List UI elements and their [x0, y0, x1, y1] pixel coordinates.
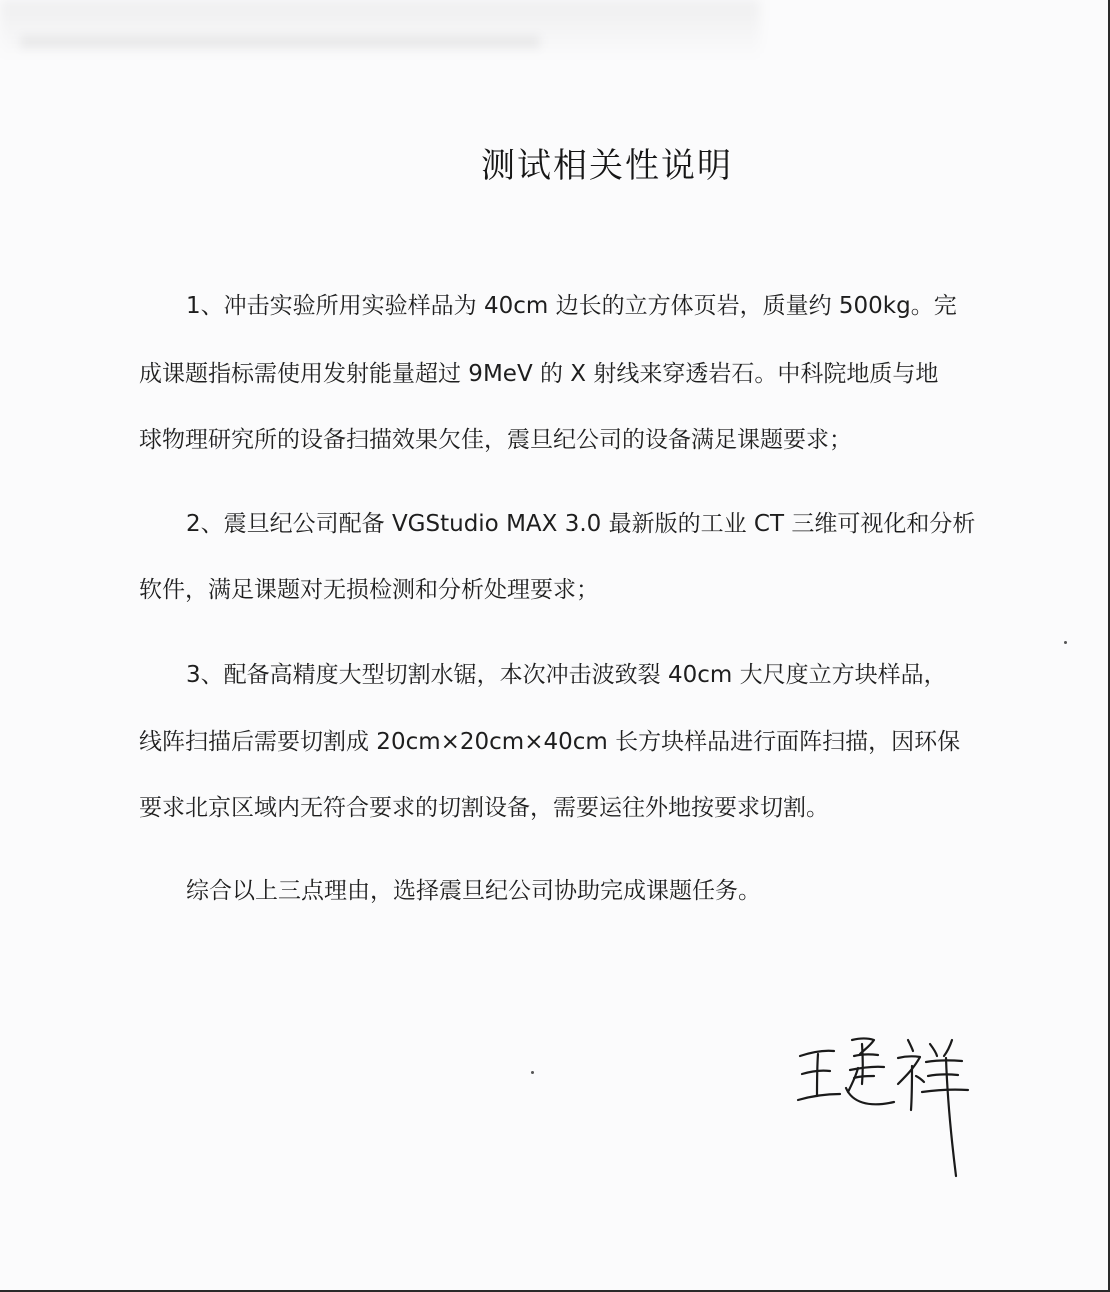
paragraph-3-line-3: 要求北京区域内无符合要求的切割设备，需要运往外地按要求切割。 [139, 795, 829, 821]
paragraph-3-line-2: 线阵扫描后需要切割成 20cm×20cm×40cm 长方块样品进行面阵扫描，因环保 [139, 729, 961, 755]
scan-shadow [0, 0, 760, 60]
paragraph-1-line-3: 球物理研究所的设备扫描效果欠佳，震旦纪公司的设备满足课题要求； [139, 427, 852, 453]
paragraph-1-line-1: 1、冲击实验所用实验样品为 40cm 边长的立方体页岩，质量约 500kg。完 [186, 293, 957, 319]
paragraph-2-line-1: 2、震旦纪公司配备 VGStudio MAX 3.0 最新版的工业 CT 三维可视化和分析 [186, 511, 976, 537]
paragraph-1-line-2: 成课题指标需使用发射能量超过 9MeV 的 X 射线来穿透岩石。中科院地质与地 [139, 361, 939, 387]
scan-speck [1064, 641, 1067, 644]
scan-shadow-streak [20, 36, 540, 48]
paragraph-2-line-2: 软件，满足课题对无损检测和分析处理要求； [139, 577, 599, 603]
paragraph-3-line-1: 3、配备高精度大型切割水锯，本次冲击波致裂 40cm 大尺度立方块样品， [186, 662, 947, 688]
scan-speck [531, 1071, 534, 1074]
document-title: 测试相关性说明 [481, 146, 733, 186]
paragraph-4-line-1: 综合以上三点理由，选择震旦纪公司协助完成课题任务。 [186, 878, 761, 904]
handwritten-signature [790, 1018, 990, 1188]
